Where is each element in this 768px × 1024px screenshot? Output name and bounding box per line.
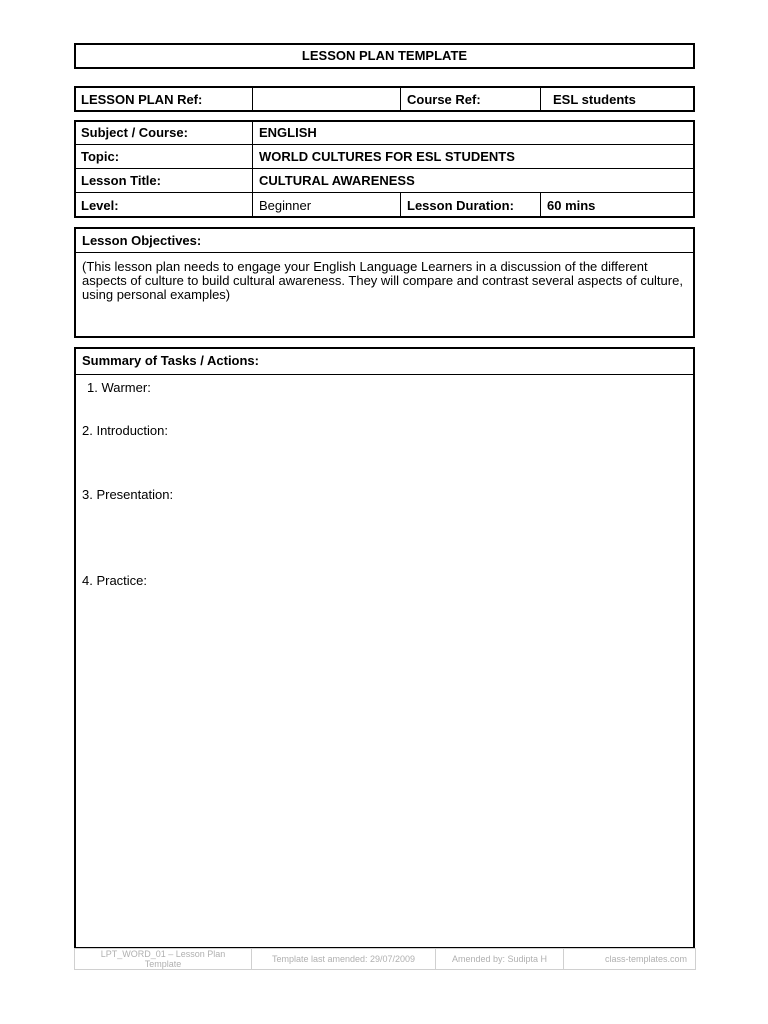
- objectives-line-3: using personal examples): [82, 287, 231, 302]
- footer-site[interactable]: class-templates.com: [604, 954, 687, 964]
- page-title: LESSON PLAN TEMPLATE: [301, 48, 468, 63]
- tasks-heading: Summary of Tasks / Actions:: [76, 349, 693, 375]
- footer-doc-id: [75, 949, 252, 969]
- footer-doc-id-line-1: LPT_WORD_01 – Lesson Plan: [100, 949, 226, 959]
- task-introduction[interactable]: 2. Introduction:: [82, 423, 168, 438]
- ref-table: [74, 86, 695, 112]
- level-label: Level:: [75, 193, 253, 218]
- footer-amended-date: Template last amended: 29/07/2009: [252, 949, 436, 969]
- objectives-text[interactable]: [82, 260, 687, 302]
- duration-label: Lesson Duration:: [401, 193, 541, 218]
- task-warmer[interactable]: 1. Warmer:: [87, 380, 151, 395]
- objectives-heading: Lesson Objectives:: [76, 229, 693, 253]
- lesson-title-label: Lesson Title:: [75, 169, 253, 193]
- objectives-box: [74, 227, 695, 338]
- objectives-line-2: aspects of culture to build cultural awareness. They will compare and contrast several aspects of culture,: [82, 273, 683, 288]
- subject-label: Subject / Course:: [75, 121, 253, 145]
- page-footer: [74, 948, 696, 970]
- tasks-box: [74, 347, 695, 949]
- details-table: [74, 120, 695, 218]
- subject-value[interactable]: ENGLISH: [253, 121, 695, 145]
- task-presentation[interactable]: 3. Presentation:: [82, 487, 174, 502]
- topic-value[interactable]: WORLD CULTURES FOR ESL STUDENTS: [253, 145, 695, 169]
- title-box: [74, 43, 695, 69]
- lesson-plan-ref-value[interactable]: [253, 87, 401, 112]
- task-practice[interactable]: 4. Practice:: [82, 573, 148, 588]
- topic-label: Topic:: [75, 145, 253, 169]
- course-ref-label: Course Ref:: [401, 87, 541, 112]
- footer-doc-id-line-2: Template: [144, 959, 182, 969]
- footer-amended-by: Amended by: Sudipta H: [436, 949, 564, 969]
- lesson-plan-ref-label: LESSON PLAN Ref:: [75, 87, 253, 112]
- course-ref-value[interactable]: ESL students: [541, 87, 695, 112]
- duration-value[interactable]: 60 mins: [541, 193, 695, 218]
- lesson-title-value[interactable]: CULTURAL AWARENESS: [253, 169, 695, 193]
- level-value[interactable]: Beginner: [253, 193, 401, 218]
- objectives-line-1: (This lesson plan needs to engage your English Language Learners in a discussion of the different: [82, 259, 648, 274]
